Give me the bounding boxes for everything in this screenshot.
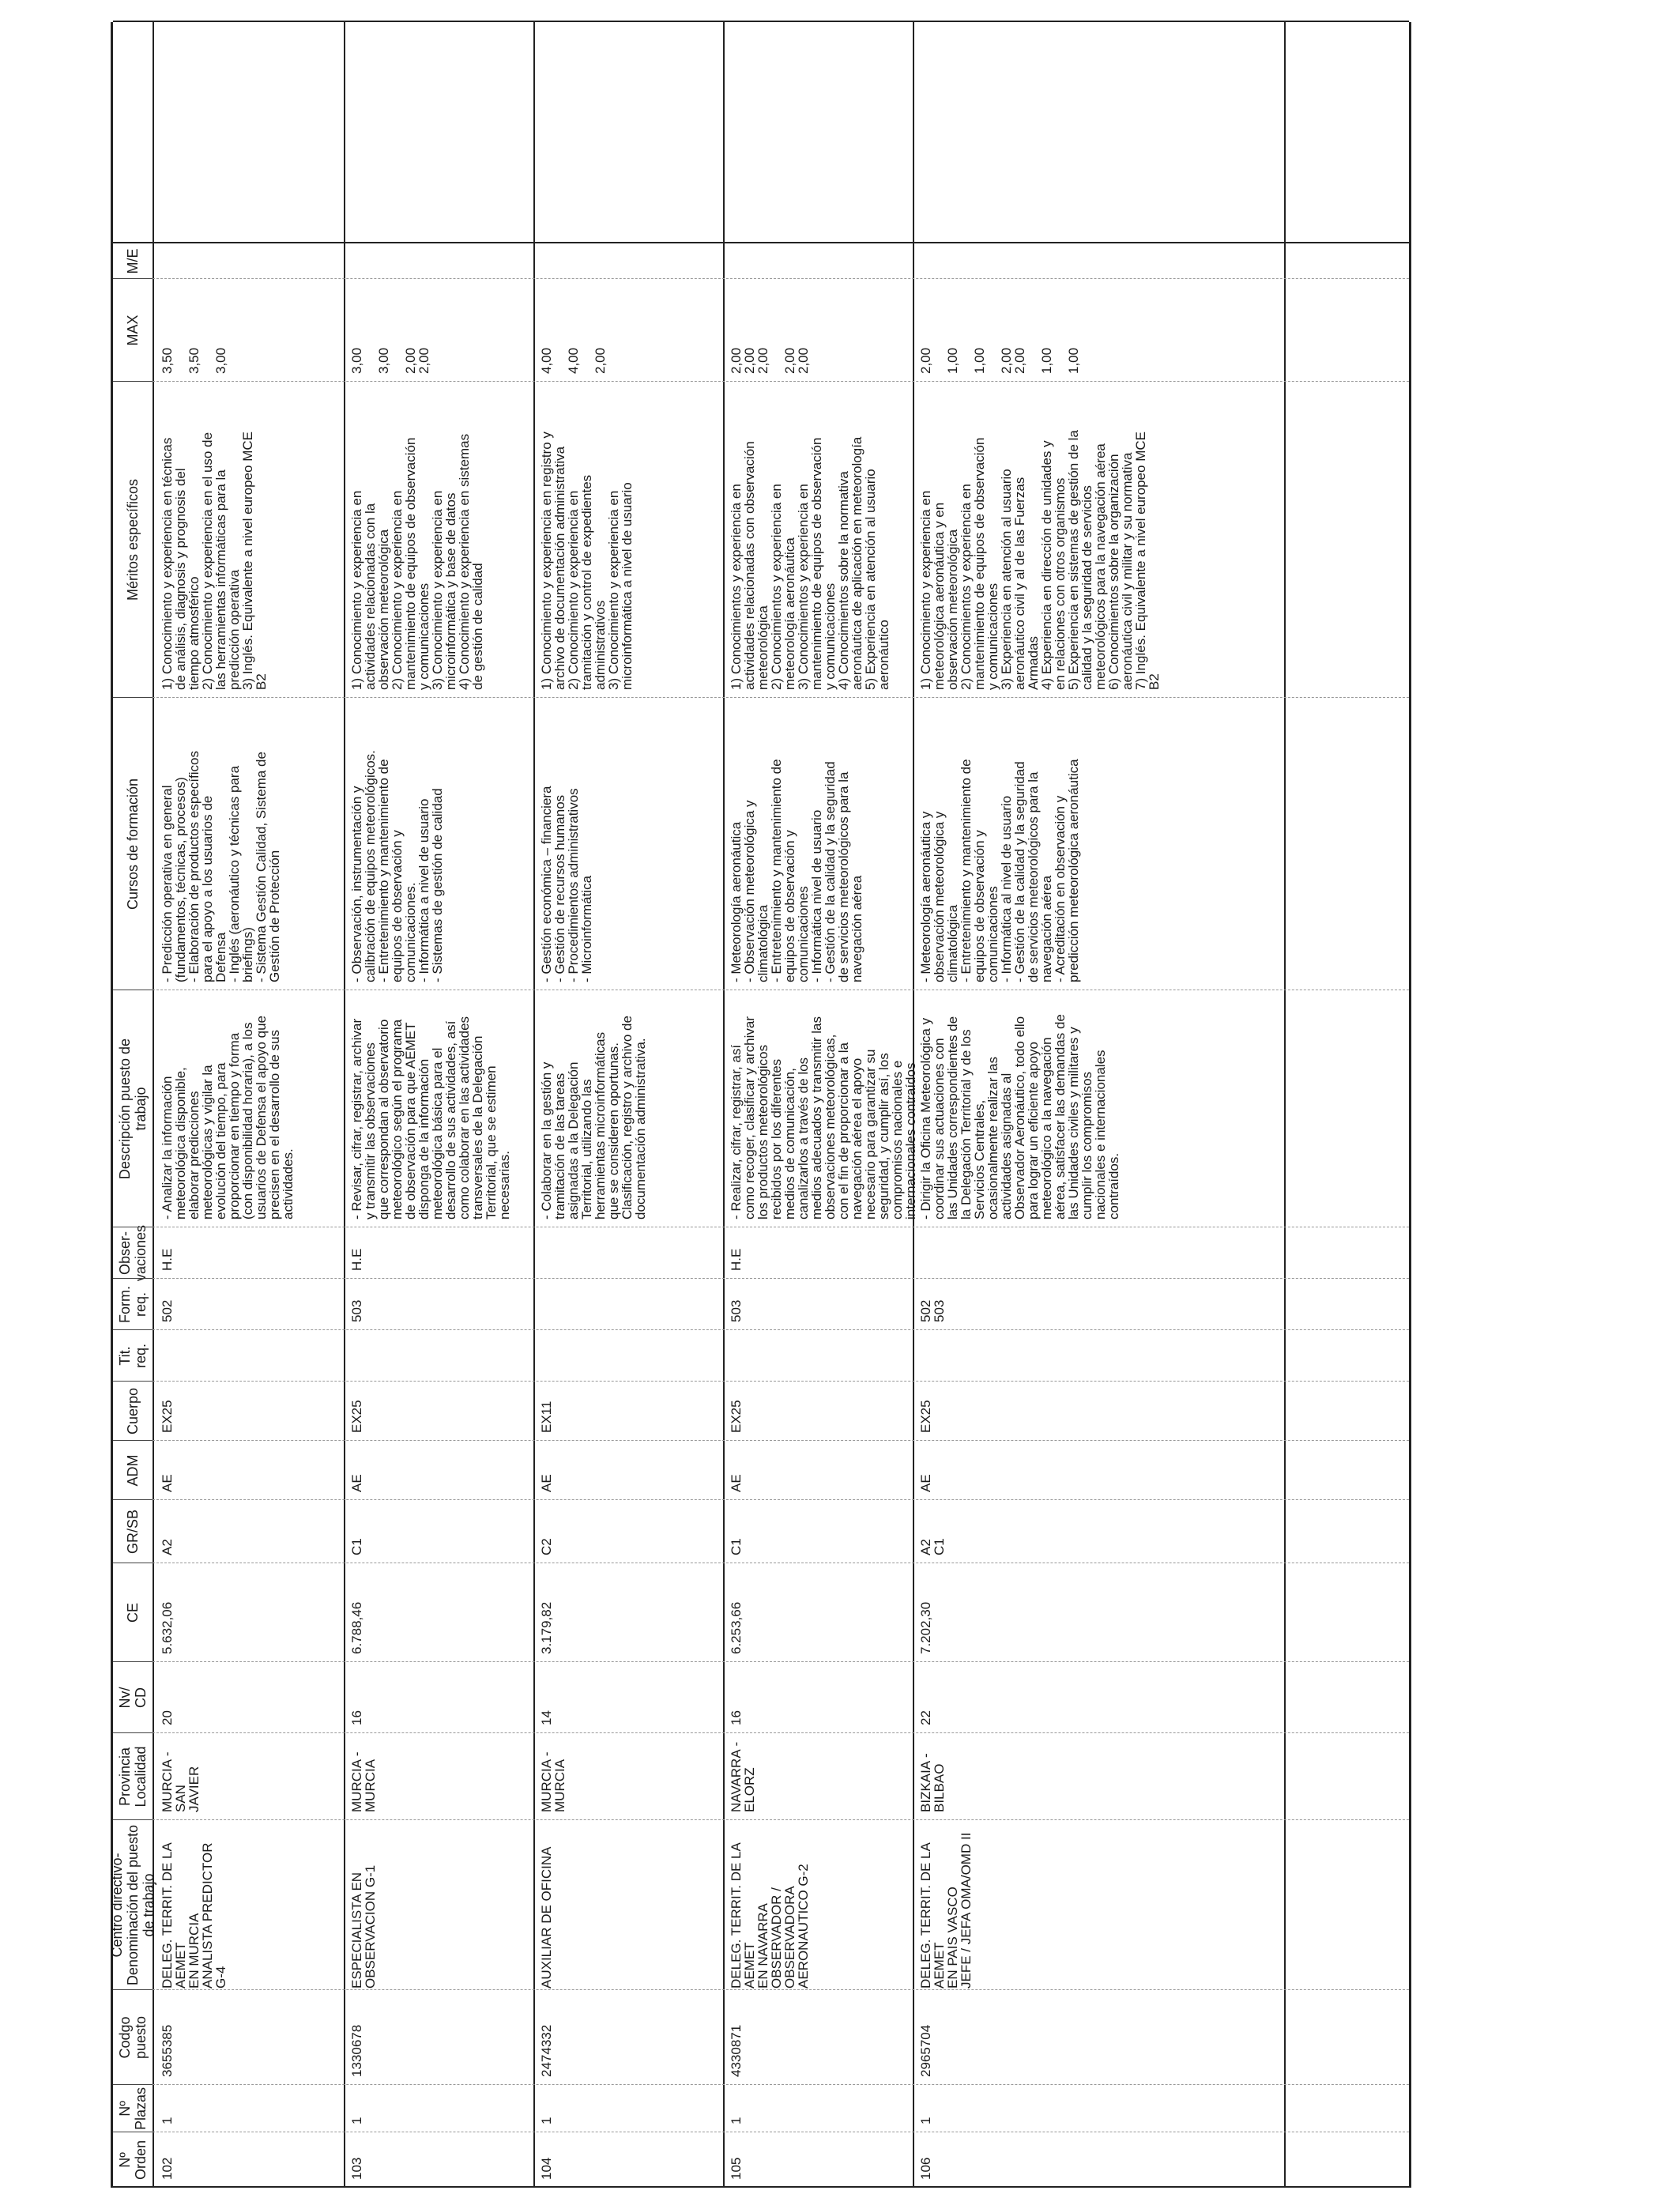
cell-obs: H.E: [729, 1248, 744, 1271]
cell-adm: AE: [918, 1474, 933, 1492]
column-dividers: [109, 22, 1409, 2188]
dashed-divider: [153, 1819, 1409, 1820]
cell-provincia: BIZKAIA - BILBAO: [918, 1753, 947, 1812]
cell-descripcion: - Revisar, cifrar, registrar, archivar y transmitir las observaciones que correspondan al observatorio meteorológico según el programa de observación para que AEMET disponga de la información meteorológica básica para el desarrollo de sus actividades, así como colaborar en las actividades transversales de la Delegación Territorial, que se estimen necesarias.: [349, 1016, 512, 1220]
dashed-divider: [153, 1989, 1409, 1990]
cell-grupo: C1: [349, 1538, 364, 1555]
dashed-divider: [153, 2084, 1409, 2085]
dashed-divider: [153, 697, 1409, 698]
cell-adm: AE: [539, 1474, 554, 1492]
dashed-divider: [153, 1329, 1409, 1330]
cell-cuerpo: EX25: [729, 1400, 744, 1433]
cell-cuerpo: EX25: [349, 1400, 364, 1433]
cell-descripcion: - Colaborar en la gestión y tramitación de las tareas asignadas a la Delegación Territorial, utilizando las herramientas microinformáticas que se consideren oportunas. Clasificación, registro y archivo de documentación administrativa.: [539, 1016, 648, 1220]
cell-adm: AE: [160, 1474, 175, 1492]
header-max: MAX: [125, 315, 141, 346]
cell-ce: 5.632,06: [160, 1601, 175, 1654]
cell-codigo: 2474332: [539, 2024, 554, 2077]
cell-nivel: 14: [539, 1710, 554, 1725]
cell-orden: 105: [729, 2157, 744, 2180]
cell-nivel: 22: [918, 1710, 933, 1725]
header-obs: Obser- vaciones: [117, 1224, 149, 1282]
cell-adm: AE: [349, 1474, 364, 1492]
cell-form: 502: [160, 1299, 175, 1322]
cell-orden: 106: [918, 2157, 933, 2180]
cell-meritos: 1) Conocimientos y experiencia en actividades relacionadas con observación meteorológica 2) Conocimientos y experiencia en meteorología aeronáutica 3) Conocimientos y experiencia en mantenimiento de equipos de observación y comunicaciones 4) Conocimientos sobre la normativa aeronáutica de aplicación en meteorología 5) Experiencia en atención al usuario aeronáutico: [729, 436, 891, 690]
centro-directivo: DELEG. TERRIT. DE LA AEMET EN MURCIA: [160, 1843, 202, 1989]
cell-ce: 6.788,46: [349, 1601, 364, 1654]
cell-grupo: A2 C1: [918, 1538, 947, 1555]
cell-max: 3,50 3,50 3,00: [160, 347, 228, 374]
cell-meritos: 1) Conocimiento y experiencia en actividades relacionadas con la observación meteorológica 2) Conocimiento y experiencia en mantenimiento de equipos de observación y comunicaciones 3) Conocimiento y experiencia en microinformática y base de datos 4) Conocimiento y experiencia en sistemas de gestión de calidad: [349, 433, 485, 690]
denominacion-puesto: AUXILIAR DE OFICINA: [539, 1846, 554, 1989]
denominacion-puesto: ANALISTA PREDICTOR G-4: [200, 1842, 228, 1989]
cell-nivel: 20: [160, 1710, 175, 1725]
cell-max: 3,00 3,00 2,00 2,00: [349, 347, 431, 374]
centro-directivo: DELEG. TERRIT. DE LA AEMET EN NAVARRA: [729, 1843, 770, 1989]
cell-form: 503: [729, 1299, 744, 1322]
header-divider: [113, 1732, 153, 1733]
positions-table: [111, 22, 1411, 2188]
cell-max: 4,00 4,00 2,00: [539, 347, 608, 374]
header-orden: Nº Orden: [117, 2139, 149, 2181]
header-meritos: Méritos específicos: [125, 478, 141, 601]
dashed-divider: [153, 278, 1409, 279]
header-me: M/E: [125, 248, 141, 274]
cell-form: 502 503: [918, 1299, 947, 1322]
header-divider: [113, 1278, 153, 1279]
cell-codigo: 2965704: [918, 2024, 933, 2077]
dashed-divider: [153, 1661, 1409, 1662]
dashed-divider: [153, 1732, 1409, 1733]
header-divider: [113, 697, 153, 698]
dashed-divider: [153, 1440, 1409, 1441]
header-provincia: Provincia Localidad: [117, 1746, 149, 1808]
header-divider: [113, 1989, 153, 1990]
outer-border: [113, 2186, 1409, 2188]
cell-provincia: MURCIA - MURCIA: [349, 1751, 378, 1812]
cell-plazas: 1: [918, 2117, 933, 2124]
cell-grupo: C2: [539, 1538, 554, 1555]
cell-ce: 6.253,66: [729, 1601, 744, 1654]
cell-plazas: 1: [160, 2117, 175, 2124]
cell-plazas: 1: [539, 2117, 554, 2124]
cell-nivel: 16: [729, 1710, 744, 1725]
cell-codigo: 4330871: [729, 2024, 744, 2077]
header-nivel: Nv/ CD: [117, 1687, 149, 1709]
header-divider: [113, 381, 153, 382]
header-form: Form. req.: [117, 1286, 149, 1323]
cell-codigo: 1330678: [349, 2024, 364, 2077]
cell-provincia: MURCIA - SAN JAVIER: [160, 1751, 202, 1812]
centro-directivo: DELEG. TERRIT. DE LA AEMET EN PAIS VASCO: [918, 1843, 960, 1989]
cell-codigo: 3655385: [160, 2024, 175, 2077]
dashed-divider: [153, 1499, 1409, 1500]
dashed-divider: [153, 1381, 1409, 1382]
denominacion-puesto: OBSERVADOR / OBSERVADORA AERONAUTICO G-2: [769, 1864, 811, 1989]
header-divider: [113, 1329, 153, 1330]
header-centro: Centro directivo- Denominación del puesto de trabajo: [109, 1824, 156, 1986]
cell-grupo: C1: [729, 1538, 744, 1555]
cell-ce: 3.179,82: [539, 1601, 554, 1654]
cell-provincia: MURCIA - MURCIA: [539, 1751, 567, 1812]
cell-descripcion: - Analizar la información meteorológica disponible, elaborar predicciones meteorológicas y vigilar la evolución del tiempo, para proporcionar en tiempo y forma (con disponibilidad horaria), a los usuarios de Defensa el apoyo que precisen en el desarrollo de sus actividades.: [160, 1015, 296, 1220]
header-plazas: Nº Plazas: [117, 2087, 149, 2131]
cell-cursos: - Predicción operativa en general (fundamentos, técnicas, procesos) - Elaboración de productos específicos para el apoyo a los usuarios de Defensa - Inglés (aeronáutico y técnicas para briefings) - Sistema Gestión Calidad, Sistema de Gestión de Protección: [160, 751, 282, 982]
cell-cuerpo: EX25: [918, 1400, 933, 1433]
cell-max: 2,00 2,00 2,00 2,00 2,00: [729, 347, 811, 374]
cell-meritos: 1) Conocimiento y experiencia en meteorológica aeronáutica y en observación meteorológica 2) Conocimientos y experiencia en mantenimiento de equipos de observación y comunicaciones 3) Experiencia en atención al usuario aeronáutico civil y al de las Fuerzas Armadas 4) Experiencia en dirección de unidades y en relaciones con otros organismos 5) Experiencia en sistemas de gestión de la calidad y la seguridad de servicios meteorológicos para la navegación aérea 6) Conocimientos sobre la organización aeronáutica civil y militar y su normativa 7) Inglés. Equivalente a nivel europeo MCE B2: [918, 430, 1162, 690]
cell-plazas: 1: [349, 2117, 364, 2124]
header-divider: [113, 1499, 153, 1500]
header-divider: [113, 1661, 153, 1662]
cell-cuerpo: EX11: [539, 1400, 554, 1433]
cell-cursos: - Meteorología aeronáutica y observación meteorológica y climatológica - Entretenimiento y mantenimiento de equipos de observación y comunicaciones - Informática al nivel de usuario - Gestión de la calidad y la seguridad de servicios meteorológicos para la navegación aérea - Acreditación en observación y predicción meteorológica aeronáutica: [918, 759, 1081, 982]
dashed-divider: [153, 1278, 1409, 1279]
cell-obs: H.E: [160, 1248, 175, 1271]
header-ce: CE: [125, 1603, 141, 1623]
cell-adm: AE: [729, 1474, 744, 1492]
denominacion-puesto: JEFE / JEFA OMA/OMD II: [959, 1832, 974, 1989]
cell-orden: 102: [160, 2157, 175, 2180]
cell-plazas: 1: [729, 2117, 744, 2124]
header-divider: [113, 1819, 153, 1820]
header-divider: [113, 1440, 153, 1441]
cell-cursos: - Observación, instrumentación y calibración de equipos meteorológicos. - Entretenimiento y mantenimiento de equipos de observación y comunicaciones. - Informática a nivel de usuario - Sistemas de gestión de calidad: [349, 750, 445, 982]
outer-border: [113, 242, 1409, 243]
header-tit: Tit. req.: [117, 1343, 149, 1369]
cell-descripcion: - Dirigir la Oficina Meteorológica y coordinar sus actuaciones con las Unidades correspondientes de la Delegación Territorial y de los Servicios Centrales, ocasionalmente realizar las actividades asignadas al Observador Aeronáutico, todo ello para lograr un eficiente apoyo meteorológico a la navegación aérea, satisfacer las demandas de las Unidades civiles y militares y cumplir los compromisos nacionales e internacionales contraídos.: [918, 1014, 1121, 1220]
cell-cuerpo: EX25: [160, 1400, 175, 1433]
cell-orden: 104: [539, 2157, 554, 2180]
header-divider: [113, 2084, 153, 2085]
cell-cursos: - Meteorología aeronáutica - Observación meteorológica y climatológica - Entretenimiento y mantenimiento de equipos de observación y comunicaciones - Informática nivel de usuario - Gestión de la calidad y la seguridad de servicios meteorológicos para la navegación aérea: [729, 759, 864, 982]
header-codigo: Codgo puesto: [117, 2015, 149, 2060]
header-descripcion: Descripción puesto de trabajo: [117, 1038, 149, 1180]
cell-provincia: NAVARRA - ELORZ: [729, 1741, 757, 1812]
cell-form: 503: [349, 1299, 364, 1322]
cell-descripcion: - Realizar, cifrar, registrar, así como recoger, clasificar y archivar los productos meteorológicos recibidos por los diferentes medios de comunicación, canalizarlos a través de los medios adecuados y transmitir las observaciones meteorológicas, con el fin de proporcionar a la navegación aérea el apoyo necesario para garantizar su seguridad, y cumplir así, los compromisos nacionales e internacionales contraídos: [729, 1016, 918, 1220]
cell-nivel: 16: [349, 1710, 364, 1725]
header-cursos: Cursos de formación: [125, 778, 141, 910]
denominacion-puesto: ESPECIALISTA EN OBSERVACION G-1: [349, 1864, 378, 1989]
outer-border: [113, 21, 1409, 22]
header-divider: [113, 1381, 153, 1382]
cell-max: 2,00 1,00 1,00 2,00 2,00 1,00 1,00: [918, 347, 1081, 374]
cell-grupo: A2: [160, 1539, 175, 1555]
cell-cursos: - Gestión económica – financiera - Gestión de recursos humanos - Procedimientos administrativos - Microinformática: [539, 786, 594, 982]
cell-meritos: 1) Conocimiento y experiencia en registro y archivo de documentación administrativa 2) Conocimiento y experiencia en tramitación y control de expedientes administrativos 3) Conocimiento y experiencia en microinformática a nivel de usuario: [539, 432, 635, 690]
header-divider: [113, 278, 153, 279]
dashed-divider: [153, 381, 1409, 382]
header-adm: ADM: [125, 1454, 141, 1487]
header-cuerpo: Cuerpo: [125, 1387, 141, 1435]
cell-orden: 103: [349, 2157, 364, 2180]
header-grupo: GR/SB: [125, 1510, 141, 1555]
cell-obs: H.E: [349, 1248, 364, 1271]
cell-meritos: 1) Conocimiento y experiencia en técnicas de análisis, diagnosis y prognosis del tiempo atmosférico 2) Conocimiento y experiencia en el uso de las herramientas informáticas para la predicción operativa 3) Inglés. Equivalente a nivel europeo MCE B2: [160, 432, 269, 690]
cell-ce: 7.202,30: [918, 1601, 933, 1654]
